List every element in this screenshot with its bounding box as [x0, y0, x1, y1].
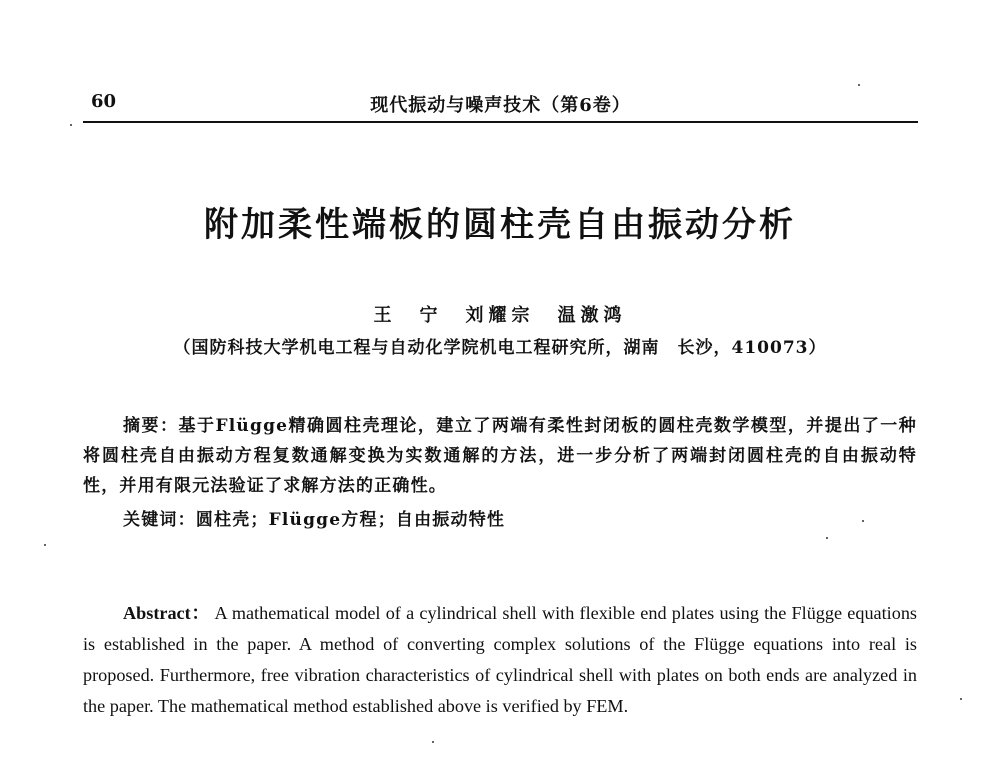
header-rule	[83, 121, 918, 123]
scan-speck	[70, 124, 72, 126]
scan-speck	[960, 698, 962, 700]
abstract-chinese-label: 摘要：	[123, 416, 179, 436]
author-affiliation: （国防科技大学机电工程与自动化学院机电工程研究所，湖南 长沙，410073）	[173, 338, 827, 358]
author-list: 王 宁 刘耀宗 温激鸿	[373, 305, 627, 326]
scan-speck	[432, 741, 434, 743]
scan-speck	[44, 544, 46, 546]
abstract-chinese-text: 基于Flügge精确圆柱壳理论，建立了两端有柔性封闭板的圆柱壳数学模型，并提出了一种将圆柱壳自由振动方程复数通解变换为实数通解的方法，进一步分析了两端封闭圆柱壳的自由振动特性，并用有限元法验证了求解方法的正确性。	[83, 416, 918, 496]
journal-title: 现代振动与噪声技术（第6卷）	[370, 95, 631, 116]
abstract-english-text: A mathematical model of a cylindrical shell with flexible end plates using the Flügge equations is established in the paper. A method of converting complex solutions of the Flügge equations into real is proposed. Furthermore, free vibration characteristics of cylindrical shell with plates on both ends are analyzed in the paper. The mathematical method established above is verified by FEM.	[83, 603, 917, 716]
scan-speck	[858, 84, 860, 86]
keywords-label: 关键词：	[123, 510, 196, 530]
page-number: 60	[91, 91, 117, 112]
keywords-chinese	[123, 505, 505, 530]
abstract-chinese	[83, 411, 917, 501]
abstract-english	[83, 598, 917, 722]
scan-speck	[826, 537, 828, 539]
scan-speck	[862, 520, 864, 522]
running-header	[83, 88, 918, 118]
abstract-english-label: Abstract：	[123, 603, 211, 623]
article-title: 附加柔性端板的圆柱壳自由振动分析	[204, 205, 796, 245]
keywords-text: 圆柱壳；Flügge方程；自由振动特性	[195, 510, 506, 530]
